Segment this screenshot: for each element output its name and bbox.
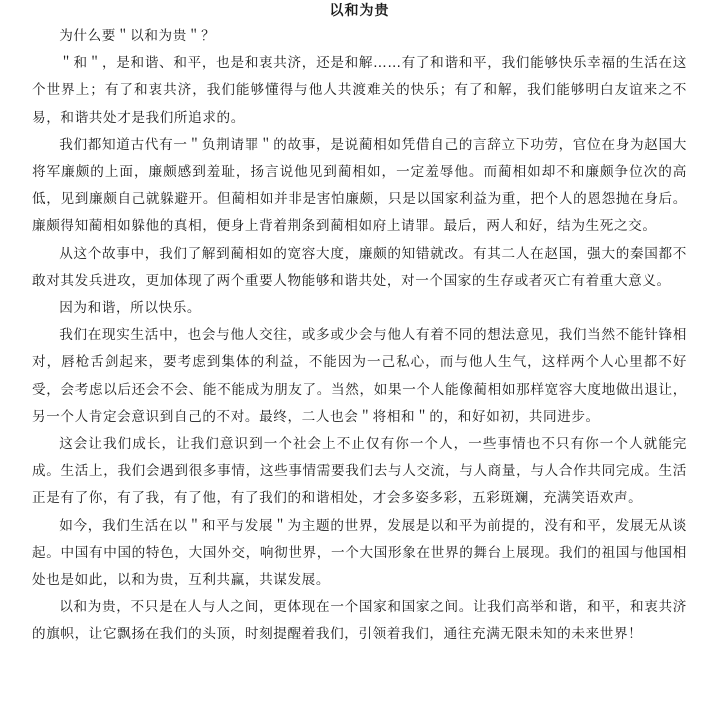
paragraph-story: 我们都知道古代有一＂负荆请罪＂的故事，是说蔺相如凭借自己的言辞立下功劳，官位在身为赵国大将军廉颇的上面，廉颇感到羞耻，扬言说他见到蔺相如，一定羞辱他。而蔺相如却不和廉颇争位次的高低，见到廉颇自己就躲避开。但蔺相如并非是害怕廉颇，只是以国家利益为重，把个人的恩怨抛在身后。廉颇得知蔺相如躲他的真相，便身上背着荆条到蔺相如府上请罪。最后，两人和好，结为生死之交。: [32, 136, 687, 235]
paragraph-harmony-happiness: 因为和谐，所以快乐。: [59, 300, 202, 317]
essay-title: 以和为贵: [329, 3, 390, 19]
paragraph-world: 如今，我们生活在以＂和平与发展＂为主题的世界，发展是以和平为前提的，没有和平，发展无从谈起。中国有中国的特色，大国外交，响彻世界，一个大国形象在世界的舞台上展现。我们的祖国与他国相处也是如此，以和为贵，互利共赢，共谋发展。: [32, 517, 687, 589]
paragraph-story-lesson: 从这个故事中，我们了解到蔺相如的宽容大度，廉颇的知错就改。有其二人在赵国，强大的秦国都不敢对其发兵进攻，更加体现了两个重要人物能够和谐共处，对一个国家的生存或者灭亡有着重大意义。: [32, 245, 687, 289]
paragraph-conclusion: 以和为贵，不只是在人与人之间，更体现在一个国家和国家之间。让我们高举和谐，和平，和衷共济的旗帜，让它飘扬在我们的头顶，时刻提醒着我们，引领着我们，通往充满无限未知的未来世界！: [32, 599, 687, 643]
paragraph-growth: 这会让我们成长，让我们意识到一个社会上不止仅有你一个人，一些事情也不只有你一个人就能完成。生活上，我们会遇到很多事情，这些事情需要我们去与人交流，与人商量，与人合作共同完成。生活正是有了你，有了我，有了他，有了我们的和谐相处，才会多姿多彩，五彩斑斓，充满笑语欢声。: [32, 436, 687, 507]
paragraph-meaning-of-he: ＂和＂，是和谐、和平，也是和衷共济，还是和解……有了和谐和平，我们能够快乐幸福的生活在这个世界上；有了和衷共济，我们能够懂得与他人共渡难关的快乐；有了和解，我们能够明白友谊来之不易，和谐共处才是我们所追求的。: [32, 55, 687, 126]
paragraph-question: 为什么要＂以和为贵＂？: [59, 28, 216, 44]
paragraph-real-life: 我们在现实生活中，也会与他人交往，或多或少会与他人有着不同的想法意见，我们当然不能针锋相对，唇枪舌剑起来，要考虑到集体的利益，不能因为一己私心，而与他人生气，这样两个人心里都不好受，会考虑以后还会不会、能不能成为朋友了。当然，如果一个人能像蔺相如那样宽容大度地做出退让，另一个人肯定会意识到自己的不对。最终，二人也会＂将相和＂的，和好如初，共同进步。: [32, 327, 687, 425]
